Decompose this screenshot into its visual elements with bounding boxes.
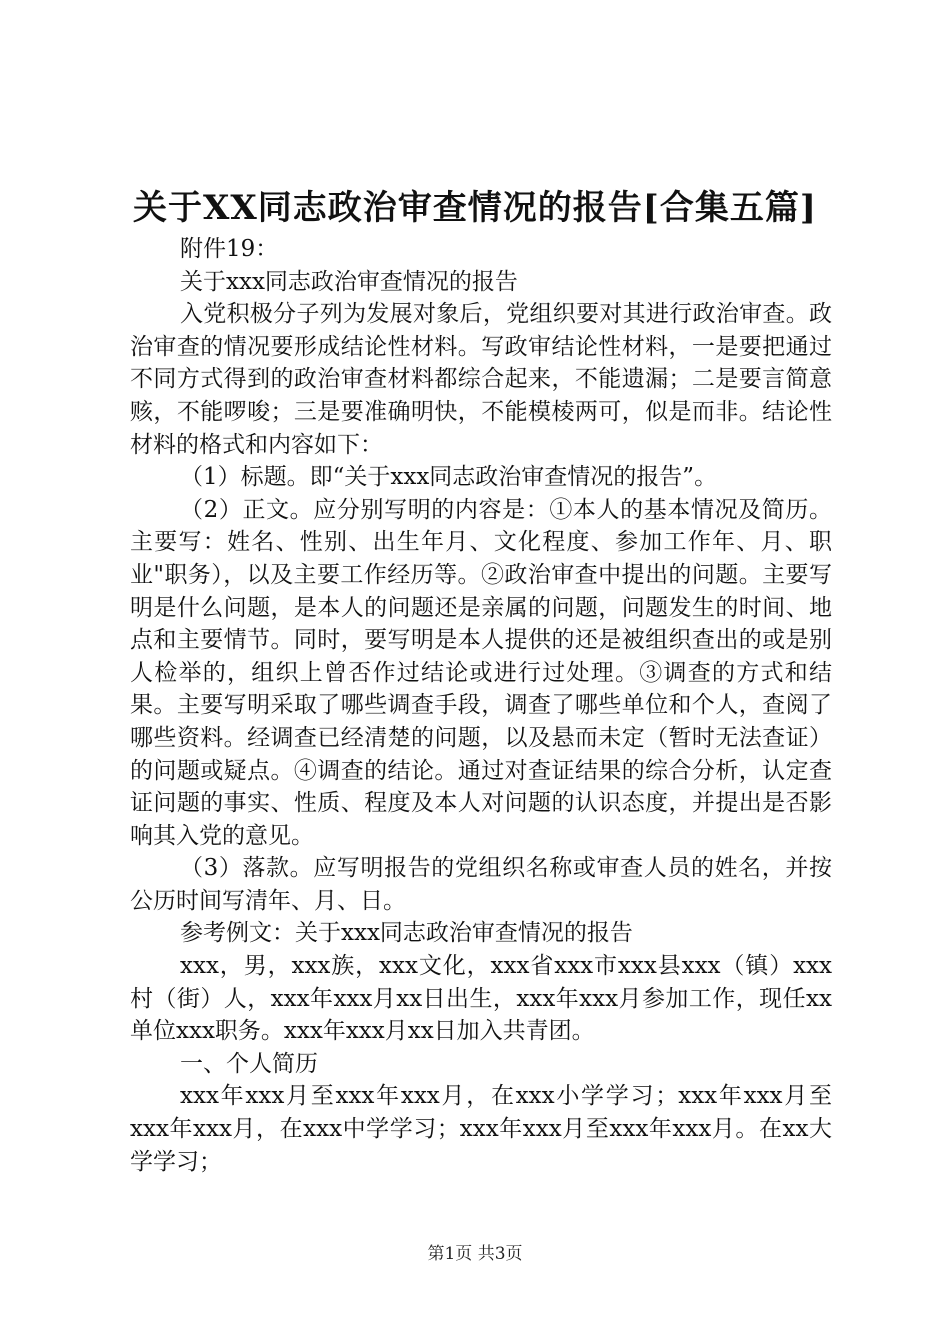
section-heading-resume: 一、个人简历	[180, 1050, 318, 1077]
document-body	[130, 233, 832, 1178]
paragraph-item-2: （2）正文。应分别写明的内容是：①本人的基本情况及简历。主要写：姓名、性别、出生年月、文化程度、参加工作年、月、职业"职务），以及主要工作经历等。②政治审查中提出的问题。主要写明是什么问题，是本人的问题还是亲属的问题，问题发生的时间、地点和主要情节。同时，要写明是本人提供的还是被组织查出的或是别人检举的，组织上曾否作过结论或进行过处理。③调查的方式和结果。主要写明采取了哪些调查手段，调查了哪些单位和个人，查阅了哪些资料。经调查已经清楚的问题，以及悬而未定（暂时无法查证）的问题或疑点。④调查的结论。通过对查证结果的综合分析，认定查证问题的事实、性质、程度及本人对问题的认识态度，并提出是否影响其入党的意见。	[130, 496, 832, 849]
paragraph-resume: xxx年xxx月至xxx年xxx月，在xxx小学学习；xxx年xxx月至xxx年xxx月，在xxx中学学习；xxx年xxx月至xxx年xxx月。在xx大学学习；	[130, 1083, 832, 1175]
document-title: 关于XX同志政治审查情况的报告[合集五篇]	[133, 188, 817, 228]
paragraph-item-1: （1）标题。即“关于xxx同志政治审查情况的报告”。	[180, 464, 718, 491]
report-subtitle: 关于xxx同志政治审查情况的报告	[180, 268, 518, 295]
attachment-label: 附件19：	[180, 236, 279, 262]
page-footer: 第1页 共3页	[427, 1244, 523, 1264]
paragraph-intro: 入党积极分子列为发展对象后，党组织要对其进行政治审查。政治审查的情况要形成结论性材料。写政审结论性材料，一是要把通过不同方式得到的政治审查材料都综合起来，不能遗漏；二是要言简意赅，不能啰唆；三是要准确明快，不能模棱两可，似是而非。结论性材料的格式和内容如下：	[130, 301, 832, 458]
paragraph-example-heading: 参考例文：关于xxx同志政治审查情况的报告	[180, 920, 633, 947]
paragraph-example-bio: xxx，男，xxx族，xxx文化，xxx省xxx市xxx县xxx（镇）xxx村（街）人，xxx年xxx月xx日出生，xxx年xxx月参加工作，现任xx单位xxx职务。xxx年xxx月xx日加入共青团。	[130, 953, 832, 1045]
paragraph-item-3: （3）落款。应写明报告的党组织名称或审查人员的姓名，并按公历时间写清年、月、日。	[130, 855, 832, 914]
